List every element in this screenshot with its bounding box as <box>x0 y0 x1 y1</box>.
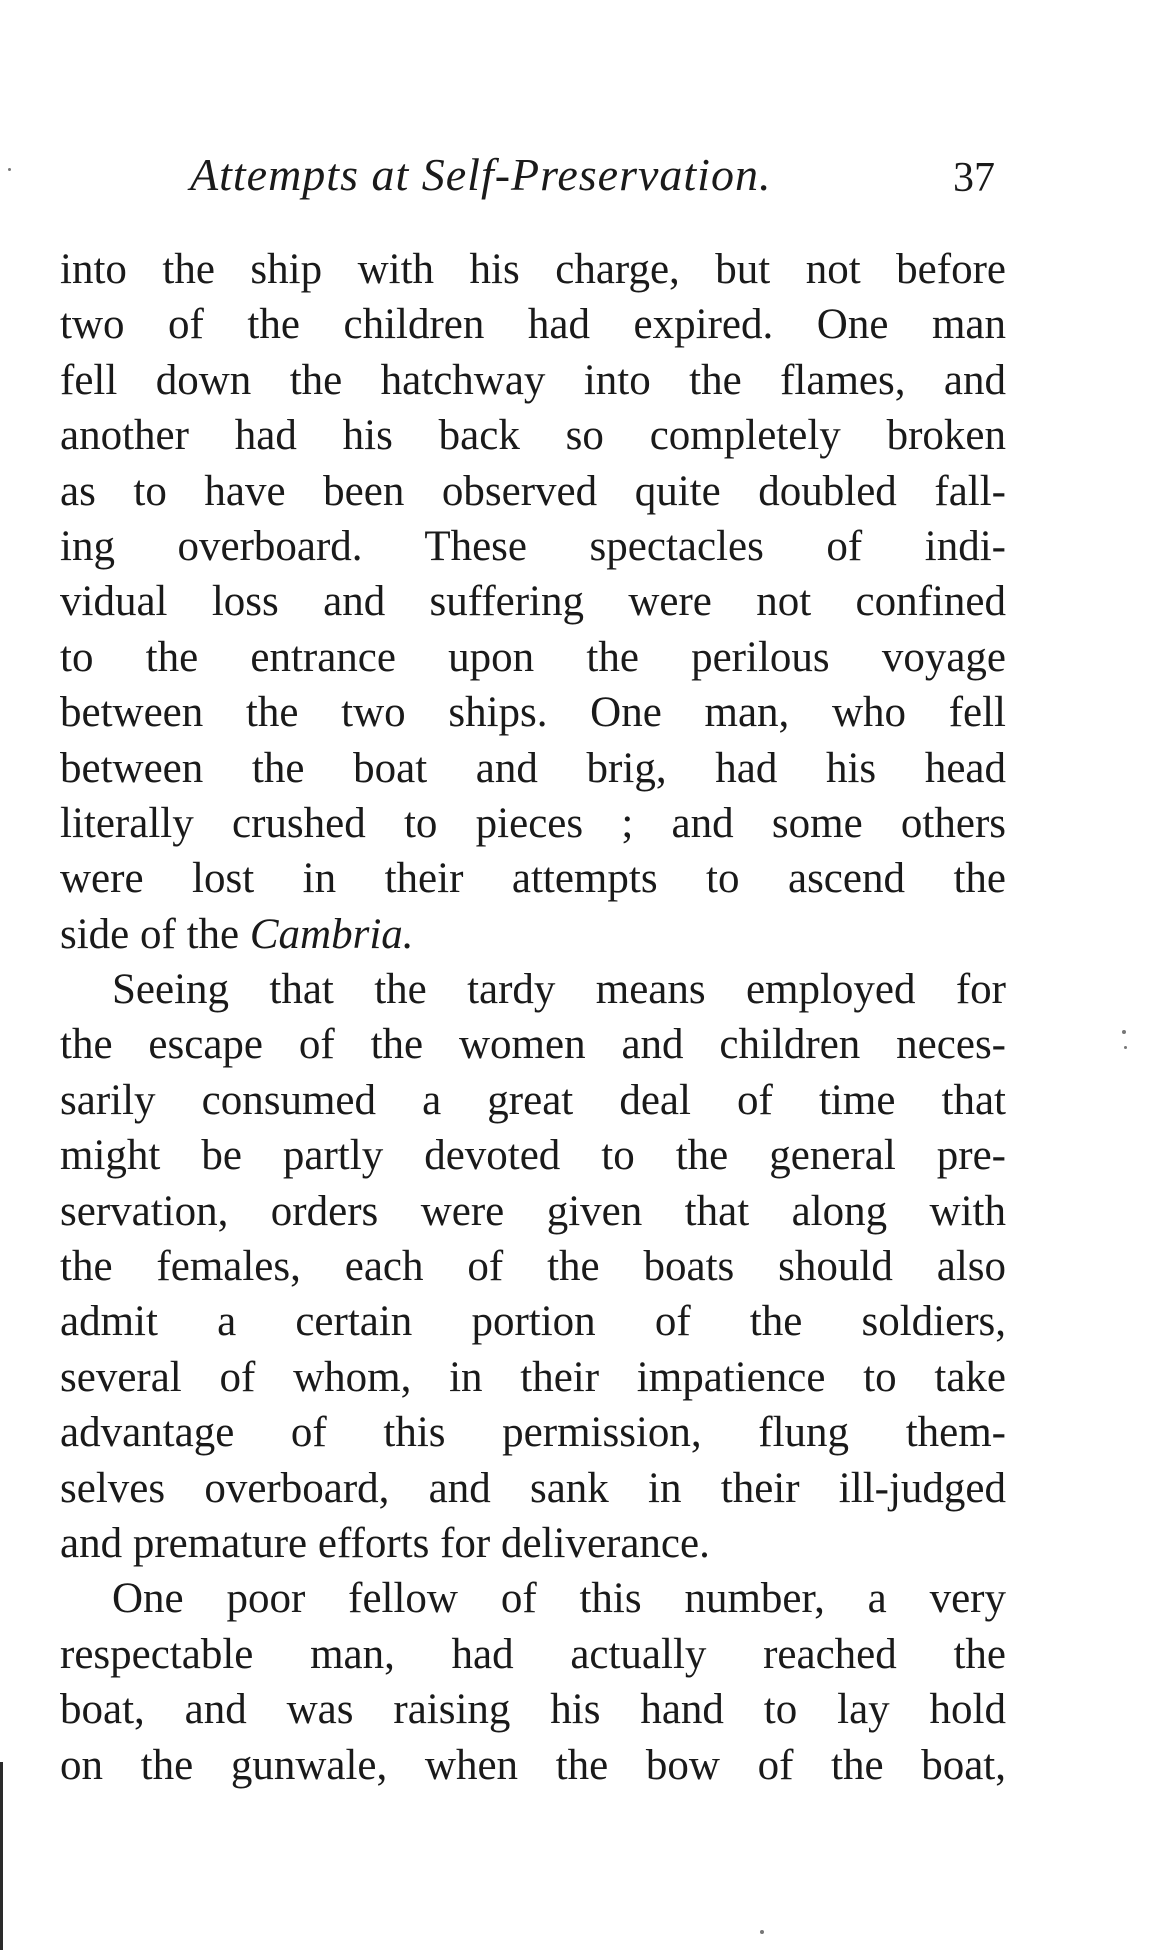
ship-name: Cambria. <box>249 910 414 958</box>
page-number: 37 <box>953 155 995 201</box>
text-line-last <box>60 907 1006 962</box>
paragraph-1 <box>60 242 1006 962</box>
paper-speck <box>760 1930 764 1934</box>
body-text <box>60 242 1006 1793</box>
text-line: boat, and was raising his hand to lay hold <box>60 1686 1006 1734</box>
text-line: fell down the hatchway into the flames, and <box>60 356 1006 404</box>
running-head <box>0 148 1158 208</box>
page-edge-shadow <box>0 1762 3 1950</box>
text-line: two of the children had expired. One man <box>60 301 1006 349</box>
text-line: were lost in their attempts to ascend the <box>60 855 1006 903</box>
text-line-last: and premature efforts for deliverance. <box>60 1519 710 1567</box>
text-line: to the entrance upon the perilous voyage <box>60 633 1006 681</box>
running-title: Attempts at Self-Preservation. <box>190 149 772 200</box>
text-line: admit a certain portion of the soldiers, <box>60 1298 1006 1346</box>
text-line: might be partly devoted to the general pre- <box>60 1132 1006 1180</box>
text-line: respectable man, had actually reached the <box>60 1630 1006 1678</box>
text-line: another had his back so completely broken <box>60 412 1006 460</box>
text-line: literally crushed to pieces ; and some others <box>60 799 1006 847</box>
text-line: several of whom, in their impatience to take <box>60 1353 1006 1401</box>
text-line: on the gunwale, when the bow of the boat, <box>60 1741 1006 1789</box>
text-line: as to have been observed quite doubled fall- <box>60 467 1006 515</box>
text-fragment: side of the <box>60 910 250 958</box>
text-line: into the ship with his charge, but not before <box>60 246 1006 293</box>
text-line: ing overboard. These spectacles of indi- <box>60 522 1006 570</box>
text-line: advantage of this permission, flung them- <box>60 1409 1006 1457</box>
text-line: between the boat and brig, had his head <box>60 744 1006 792</box>
text-line: the escape of the women and children neces- <box>60 1021 1006 1069</box>
text-line: vidual loss and suffering were not confined <box>60 578 1006 626</box>
paper-speck <box>1122 1030 1126 1034</box>
text-line: sarily consumed a great deal of time that <box>60 1076 1006 1124</box>
paper-speck <box>8 168 11 171</box>
text-line: One poor fellow of this number, a very <box>112 1575 1006 1623</box>
text-line: servation, orders were given that along with <box>60 1187 1006 1235</box>
paper-speck <box>1124 1046 1127 1049</box>
text-line: the females, each of the boats should also <box>60 1243 1006 1291</box>
paragraph-3 <box>60 1571 1006 1793</box>
text-line: selves overboard, and sank in their ill-judged <box>60 1464 1006 1512</box>
text-line: Seeing that the tardy means employed for <box>112 966 1006 1014</box>
paragraph-2 <box>60 962 1006 1571</box>
text-line: between the two ships. One man, who fell <box>60 689 1006 737</box>
